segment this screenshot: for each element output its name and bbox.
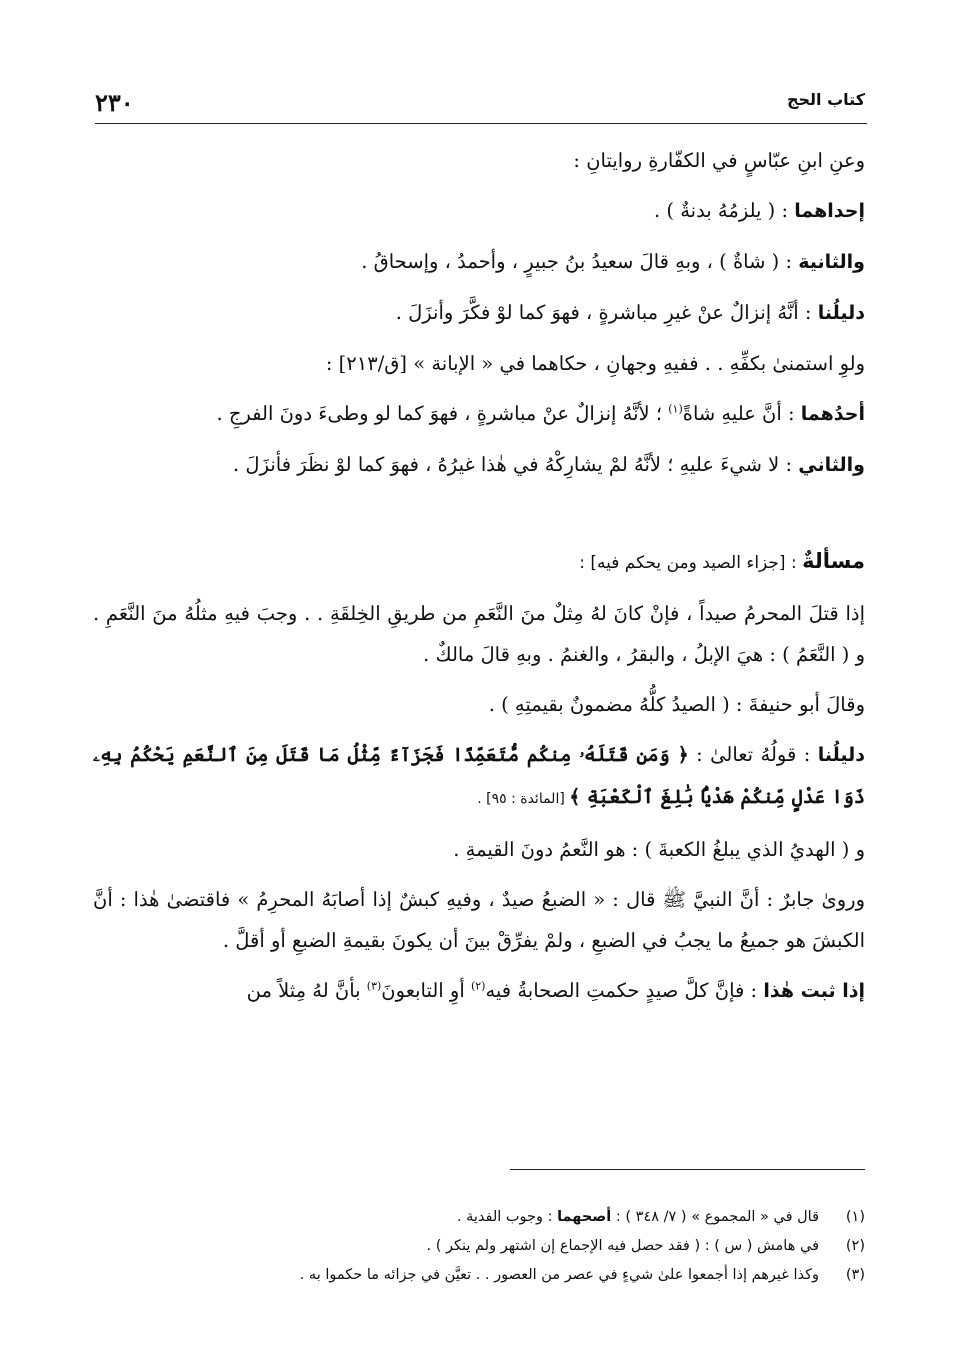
paragraph-text: وقالَ أبو حنيفةَ : ( الصيدُ كلُّهُ مضمونٌ بقيمتِهِ ) . [488, 693, 865, 716]
footnote-marker[interactable]: (٣) [366, 979, 382, 993]
footnote [93, 1261, 865, 1290]
footnote-number: (٣) [845, 1267, 865, 1283]
running-title: كتاب الحج [786, 90, 865, 109]
paragraph [93, 140, 865, 181]
footnote-marker[interactable]: (٢) [470, 979, 486, 993]
footnote-text: : وجوب الفدية . [456, 1209, 558, 1225]
paragraph-text: وعنِ ابنِ عبّاسٍ في الكفّارةِ روايتانِ : [573, 149, 865, 172]
paragraph-label: والثاني [798, 454, 865, 476]
paragraph-text: : أنَّ عليهِ شاةً [682, 402, 801, 425]
paragraph-label: دليلُنا [817, 744, 865, 766]
footnote-divider [510, 1169, 865, 1170]
footnote-number: (١) [845, 1209, 865, 1225]
paragraph-text: إذا قتلَ المحرمُ صيداً ، فإنْ كانَ لهُ مِثلٌ منَ النَّعَمِ من طريقِ الخِلقَةِ . . وجبَ فيهِ مثلُهُ منَ النَّعَمِ . و ( النَّعَمُ ) : هيَ الإبلُ ، والبقرُ ، والغنمُ . وبهِ قالَ مالكٌ . [93, 602, 865, 666]
issue-label: مسألةٌ [802, 549, 865, 573]
paragraph-text: بأنَّ لهُ مِثلاً من [246, 979, 367, 1002]
main-text [93, 140, 865, 1021]
footnote [93, 1232, 865, 1261]
paragraph [93, 444, 865, 486]
paragraph-text: وروىٰ جابرٌ : أنَّ النبيَّ ﷺ قال : « الضبعُ صيدٌ ، وفيهِ كبشٌ إذا أصابَهُ المحرِمُ » فاقتضىٰ هٰذا : أنَّ الكبشَ هو جميعُ ما يجبُ في الضبعِ ، ولمْ يفرِّقْ بينَ أن يكونَ بقيمةِ الضبعِ أو أقلَّ . [93, 888, 865, 952]
paragraph-label: أحدُهما [800, 403, 865, 425]
page-header [95, 88, 865, 120]
section-heading [93, 541, 865, 584]
paragraph [93, 190, 865, 232]
footnote-number: (٢) [845, 1238, 865, 1254]
paragraph [93, 393, 865, 435]
paragraph [93, 879, 865, 961]
paragraph-text: و ( الهديُ الذي يبلغُ الكعبةَ ) : هو النَّعمُ دونَ القيمةِ . [453, 838, 865, 861]
paragraph [93, 292, 865, 334]
paragraph-text: ؛ لأنَّهُ إنزالٌ عنْ مباشرةٍ ، فهوَ كما لو وطىءَ دونَ الفرجِ . [216, 402, 669, 425]
paragraph [93, 343, 865, 384]
paragraph-text: ولوِ استمنىٰ بكفِّهِ . . ففيهِ وجهانِ ، حكاهما في « الإبانة » [ق/٢١٣] : [325, 352, 865, 375]
paragraph [93, 734, 865, 820]
paragraph-label: إحداهما [794, 200, 865, 222]
issue-title: : [جزاء الصيد ومن يحكم فيه] : [579, 553, 803, 573]
paragraph-text: : أنَّهُ إنزالٌ عنْ غيرِ مباشرةٍ ، فهوَ كما لوْ فكَّرَ وأنزَلَ . [395, 301, 818, 324]
paragraph-label: دليلُنا [817, 302, 865, 324]
footnote-text: وكذا غيرهم إذا أجمعوا علىٰ شيءٍ في عصر من العصور . . تعيَّن في جزائه ما حكموا به . [299, 1267, 819, 1283]
footnote-marker[interactable]: (١) [668, 402, 683, 416]
paragraph [93, 829, 865, 870]
verse-reference: [المائدة : ٩٥] . [477, 791, 570, 807]
page-number: ٢٣٠ [95, 88, 134, 117]
paragraph [93, 684, 865, 725]
paragraph-text: : فإنَّ كلَّ صيدٍ حكمتِ الصحابةُ فيه [485, 979, 764, 1002]
footnotes [93, 1203, 865, 1290]
header-divider [95, 123, 867, 124]
paragraph-text: أوِ التابعونَ [381, 979, 471, 1002]
paragraph [93, 970, 865, 1012]
quran-verse: ﴿ وَمَن قَتَلَهُۥ مِنكُم مُّتَعَمِّدًا فَجَزَآءٌ مِّثْلُ مَا قَتَلَ مِنَ ٱلنَّعَمِ يَحْكُمُ بِهِۦ ذَوَا عَدْلٍ مِّنكُمْ هَدْيًۢا بَٰلِغَ ٱلْكَعْبَةِ ﴾ [93, 744, 865, 808]
paragraph-text: : قولُهُ تعالىٰ : [688, 743, 818, 766]
footnote [93, 1203, 865, 1232]
paragraph-text: : ( يلزمُهُ بدنةٌ ) . [653, 199, 795, 222]
paragraph-text: : ( شاةٌ ) ، وبهِ قالَ سعيدُ بنُ جبيرٍ ، وأحمدُ ، وإسحاقُ . [361, 250, 799, 273]
paragraph-label: إذا ثبت هٰذا [763, 980, 865, 1002]
paragraph [93, 593, 865, 675]
footnote-text: قال في « المجموع » ( ٧/ ٣٤٨ ) : [611, 1209, 819, 1225]
paragraph-text: : لا شيءَ عليهِ ؛ لأنَّهُ لمْ يشارِكْهُ في هٰذا غيرُهُ ، فهوَ كما لوْ نظَرَ فأنزَلَ . [233, 453, 799, 476]
paragraph [93, 241, 865, 283]
footnote-emphasis: أصحهما [557, 1209, 612, 1225]
paragraph-label: والثانية [798, 251, 865, 273]
footnote-text: في هامش ( س ) : ( فقد حصل فيه الإجماع إن اشتهر ولم ينكر ) . [426, 1238, 819, 1254]
